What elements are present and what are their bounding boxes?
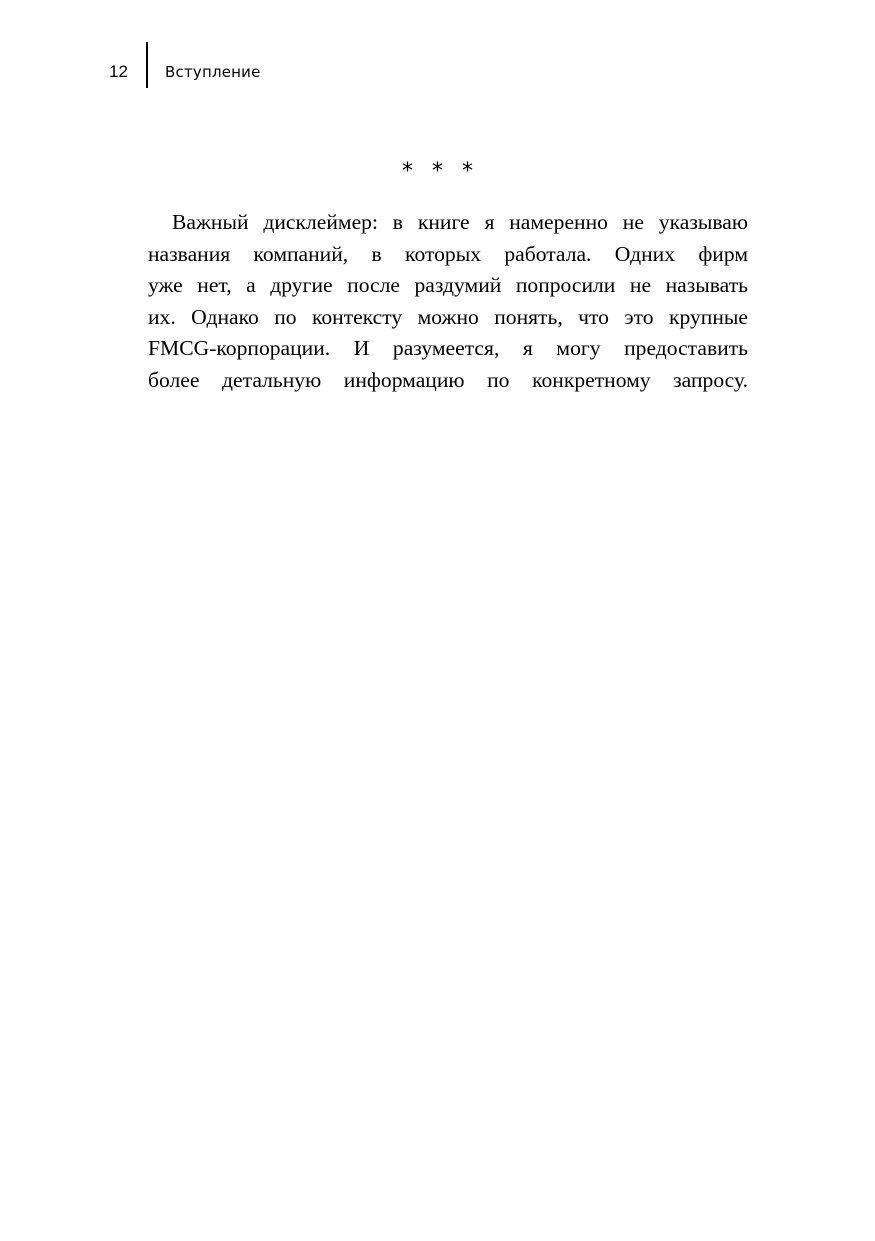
- header-divider: [146, 42, 148, 88]
- paragraph-line: уже нет, а другие после раздумий попросили не называть: [148, 273, 748, 297]
- paragraph-line: Важный дисклеймер: в книге я намеренно не указываю: [172, 210, 748, 234]
- section-separator: * * *: [402, 159, 473, 184]
- paragraph-line: названия компаний, в которых работала. Одних фирм: [148, 241, 748, 266]
- page-number: 12: [109, 62, 128, 81]
- running-head: [0, 42, 875, 90]
- paragraph-line: более детальную информацию по конкретному запросу.: [148, 367, 748, 392]
- chapter-title: Вступление: [165, 63, 261, 81]
- disclaimer-paragraph: [148, 207, 748, 396]
- paragraph-line: их. Однако по контексту можно понять, что это крупные: [148, 304, 748, 329]
- paragraph-line: FMCG-корпорации. И разумеется, я могу предоставить: [148, 336, 748, 360]
